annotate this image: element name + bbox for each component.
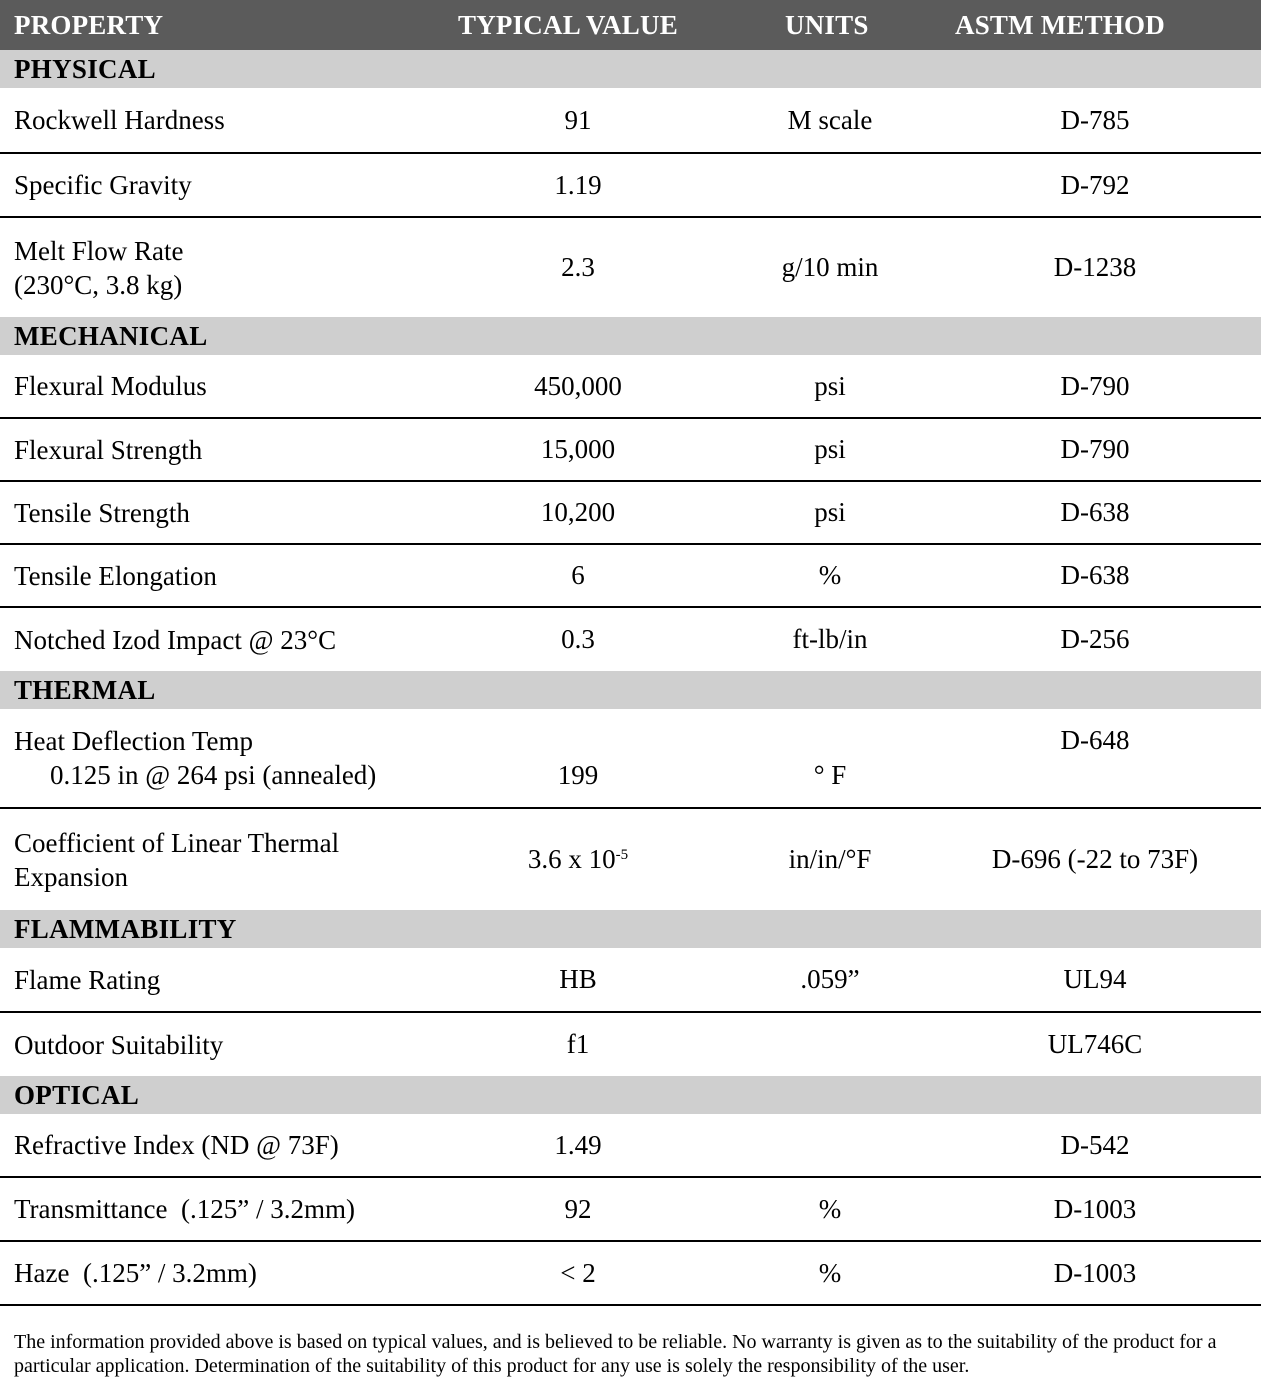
astm-cell: UL94: [1063, 964, 1127, 994]
header-units: UNITS: [785, 9, 869, 40]
section-mechanical: MECHANICAL: [0, 317, 1261, 355]
value-cell: 10,200: [540, 497, 616, 527]
table-row: [0, 419, 1261, 482]
property-cell: Tensile Elongation: [14, 560, 217, 591]
astm-cell: D-638: [1060, 560, 1130, 590]
disclaimer-footnote: The information provided above is based on typical values, and is believed to be reliable. No warranty is given as to the suitability of the product for a particular application. Determination of the suitability of this product for any use is solely the responsibility of the user.: [14, 1331, 1217, 1377]
property-cell: [14, 809, 454, 910]
units-cell: psi: [814, 434, 846, 464]
value-cell: 6: [571, 560, 585, 590]
table-row: [0, 608, 1261, 671]
property-line: Coefficient of Linear Thermal: [14, 827, 340, 858]
property-cell: [14, 709, 454, 807]
property-cell: Flame Rating: [14, 964, 161, 995]
header-typical-value: TYPICAL VALUE: [458, 9, 678, 40]
units-cell: %: [818, 560, 842, 590]
property-cell: Refractive Index (ND @ 73F): [14, 1130, 339, 1160]
units-cell: %: [818, 1257, 842, 1288]
property-cell: Specific Gravity: [14, 170, 192, 200]
units-cell: in/in/°F: [788, 844, 872, 874]
property-cell: Outdoor Suitability: [14, 1029, 224, 1060]
table-row: [0, 218, 1261, 317]
units-cell: [720, 154, 940, 216]
units-cell: [720, 1013, 940, 1076]
units-cell: %: [818, 1193, 842, 1224]
value-cell: f1: [566, 1029, 590, 1059]
astm-cell: D-792: [1060, 169, 1130, 200]
table-row: [0, 355, 1261, 419]
property-cell: Tensile Strength: [14, 497, 190, 528]
value-exponent: -5: [615, 847, 629, 863]
value-cell: 91: [564, 104, 592, 135]
astm-cell: D-696 (-22 to 73F): [991, 844, 1199, 874]
property-line: Expansion: [14, 861, 128, 892]
units-cell: [720, 1114, 940, 1176]
astm-cell: D-1003: [1053, 1193, 1137, 1224]
astm-cell: D-1003: [1053, 1257, 1137, 1288]
section-optical: OPTICAL: [0, 1076, 1261, 1114]
property-cell: Notched Izod Impact @ 23°C: [14, 624, 337, 655]
table-row: [0, 1114, 1261, 1178]
property-line: 0.125 in @ 264 psi (annealed): [50, 760, 377, 790]
table-row: [0, 482, 1261, 545]
units-cell: .059”: [800, 964, 860, 994]
property-cell: Flexural Strength: [14, 434, 203, 465]
table-row: [0, 545, 1261, 608]
astm-cell: UL746C: [1047, 1029, 1143, 1059]
table-row: [0, 948, 1261, 1013]
header-astm-method: ASTM METHOD: [955, 9, 1165, 40]
value-cell: 15,000: [540, 434, 616, 464]
value-cell: 1.49: [554, 1129, 602, 1160]
value-cell: 1.19: [554, 169, 602, 200]
property-cell: Rockwell Hardness: [14, 105, 225, 135]
astm-cell: D-542: [1060, 1129, 1130, 1160]
astm-cell: D-256: [1060, 624, 1130, 654]
property-line: Melt Flow Rate: [14, 235, 184, 266]
units-cell: ft-lb/in: [792, 624, 868, 654]
value-cell: 2.3: [561, 252, 595, 282]
section-physical: PHYSICAL: [0, 50, 1261, 88]
value-cell: 92: [564, 1193, 592, 1224]
value-cell: 0.3: [561, 624, 595, 654]
table-row: [0, 809, 1261, 910]
units-cell: M scale: [787, 104, 873, 135]
table-row: [0, 1178, 1261, 1242]
astm-cell: D-648: [1060, 725, 1130, 755]
section-thermal: THERMAL: [0, 671, 1261, 709]
property-line: Heat Deflection Temp: [14, 726, 254, 756]
value-cell: < 2: [560, 1257, 596, 1288]
table-row: [0, 88, 1261, 154]
astm-cell: D-1238: [1053, 252, 1137, 282]
value-cell: 199: [557, 760, 599, 790]
units-cell: g/10 min: [781, 252, 879, 282]
astm-cell: D-790: [1060, 370, 1130, 401]
table-row: [0, 1013, 1261, 1076]
property-cell: [14, 218, 454, 317]
property-cell: Haze (.125” / 3.2mm): [14, 1258, 257, 1288]
units-cell: ° F: [813, 760, 847, 790]
value-cell: HB: [559, 964, 597, 994]
astm-cell: D-638: [1060, 497, 1130, 527]
value-cell: 450,000: [534, 370, 622, 401]
value-cell: [454, 809, 702, 910]
units-cell: psi: [814, 497, 846, 527]
property-cell: Transmittance (.125” / 3.2mm): [14, 1194, 355, 1224]
section-flammability: FLAMMABILITY: [0, 910, 1261, 948]
astm-cell: D-790: [1060, 434, 1130, 464]
astm-cell: D-785: [1060, 104, 1130, 135]
table-header: [0, 0, 1261, 50]
property-cell: Flexural Modulus: [14, 371, 207, 401]
header-property: PROPERTY: [14, 9, 164, 40]
value-base: 3.6 x 10: [527, 844, 616, 874]
units-cell: psi: [814, 370, 846, 401]
table-row: [0, 1242, 1261, 1306]
table-row: [0, 709, 1261, 809]
property-line: (230°C, 3.8 kg): [14, 269, 183, 300]
table-row: [0, 154, 1261, 218]
